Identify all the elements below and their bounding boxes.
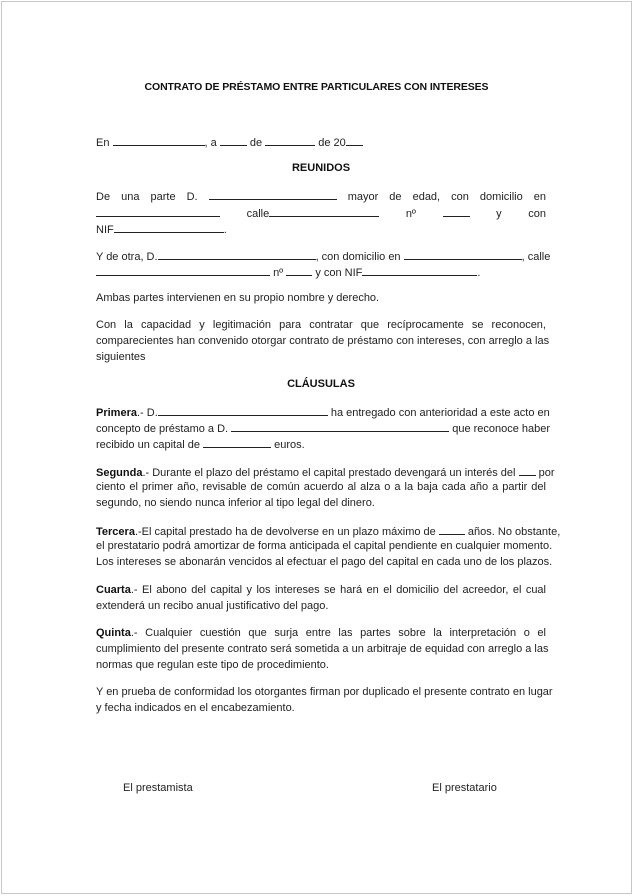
parte2-nif-blank[interactable] [362,265,477,276]
segunda-interes-blank[interactable] [519,465,536,476]
segunda-line1: Segunda.- Durante el plazo del préstamo el capital prestado devengará un interés del por [96,467,555,479]
quinta-line2: cumplimiento del presente contrato será sometida a un arbitraje de equidad con arreglo a las [96,643,549,655]
capacidad-line3: siguientes [96,351,146,363]
ambas-partes-text: Ambas partes intervienen en su propio nombre y derecho. [96,292,380,304]
parte2-name-blank[interactable] [158,249,316,260]
cuarta-line1: Cuarta.- El abono del capital y los intereses se hará en el domicilio del acreedor, el cual [96,584,546,596]
document-page [1,1,632,894]
parte1-nif-blank[interactable] [114,222,224,233]
parte1-line1: De una parte D. mayor de edad, con domicilio en [96,191,546,203]
conformidad-line2: y fecha indicados en el encabezamiento. [96,702,295,714]
parte1-num-blank[interactable] [443,206,470,217]
primera-prestatario-blank[interactable] [231,421,449,432]
place-blank[interactable] [113,135,205,146]
year-blank[interactable] [346,135,363,146]
parte1-line3: NIF . [96,224,227,236]
tercera-line3: Los intereses se abonarán vencidos al efectuar el pago del capital en cada uno de los plazos. [96,556,553,568]
primera-line2: concepto de préstamo a D. que reconoce haber [96,423,551,435]
primera-prestamista-blank[interactable] [158,405,328,416]
parte2-line2: nº y con NIF . [96,265,546,280]
segunda-line2: ciento el primer año, revisable de común acuerdo al alza o a la baja cada año a partir del [96,481,546,493]
place-date-line: En , a de de 20 [96,135,546,150]
primera-capital-blank[interactable] [203,437,271,448]
parte1-line2: calle nº y con [96,206,546,221]
capacidad-line2: comparecientes han convenido otorgar contrato de préstamo con intereses, con arreglo a las [96,335,550,347]
cuarta-line2: extenderá un recibo anual justificativo del pago. [96,600,329,612]
reunidos-heading: REUNIDOS [291,162,351,174]
parte1-name-blank[interactable] [209,189,337,200]
tercera-plazo-blank[interactable] [439,524,465,535]
tercera-line2: el prestatario podrá amortizar de forma anticipada el capital pendiente en cualquier momento. [96,540,553,552]
capacidad-line1: Con la capacidad y legitimación para contratar que recíprocamente se reconocen, [96,319,546,331]
parte2-num-blank[interactable] [286,265,312,276]
primera-line1: Primera.- D. ha entregado con anterioridad a este acto en [96,407,550,419]
tercera-line1: Tercera.-El capital prestado ha de devolverse en un plazo máximo de años. No obstante, [96,526,561,538]
quinta-line3: normas que regulan este tipo de procedimiento. [96,659,329,671]
parte1-domicilio-blank[interactable] [96,206,220,217]
day-blank[interactable] [220,135,247,146]
clausulas-heading: CLÁUSULAS [287,378,355,390]
segunda-line3: segundo, no siendo nunca inferior al tipo legal del dinero. [96,497,375,509]
signature-prestamista: El prestamista [123,782,193,794]
contract-title: CONTRATO DE PRÉSTAMO ENTRE PARTICULARES CON INTERESES [144,81,489,93]
signature-prestatario: El prestatario [432,782,497,794]
parte2-line1: Y de otra, D. , con domicilio en , calle [96,251,551,263]
parte2-calle-blank[interactable] [96,265,270,276]
conformidad-line1: Y en prueba de conformidad los otorgantes firman por duplicado el presente contrato en lugar [96,686,553,698]
month-blank[interactable] [265,135,315,146]
parte2-domicilio-blank[interactable] [404,249,522,260]
primera-line3: recibido un capital de euros. [96,439,305,451]
quinta-line1: Quinta.- Cualquier cuestión que surja entre las partes sobre la interpretación o el [96,627,546,639]
parte1-calle-blank[interactable] [269,206,379,217]
